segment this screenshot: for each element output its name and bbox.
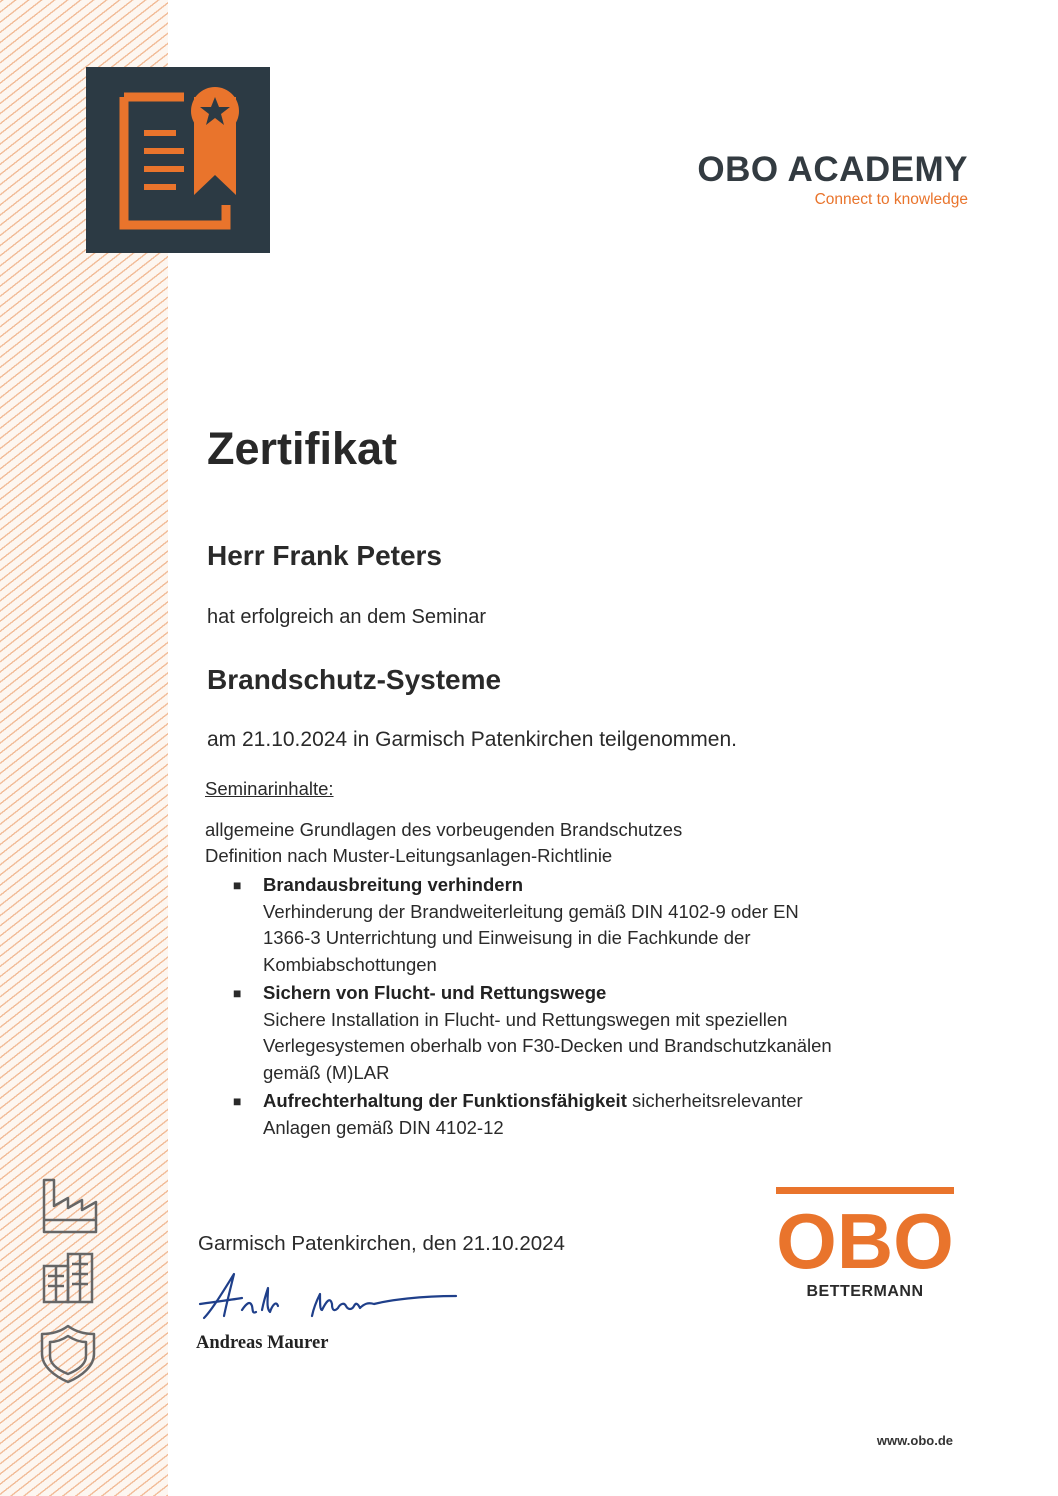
bullet-item bbox=[230, 980, 930, 1086]
bullet-desc-line: Sichere Installation in Flucht- und Rettungswegen mit speziellen bbox=[263, 1008, 788, 1030]
place-date: Garmisch Patenkirchen, den 21.10.2024 bbox=[198, 1232, 565, 1255]
obo-bettermann-logo bbox=[770, 1183, 960, 1303]
bullet-item bbox=[230, 872, 930, 978]
certificate-title: Zertifikat bbox=[207, 423, 398, 474]
brand-block bbox=[697, 150, 968, 210]
bullet-heading: Aufrechterhaltung der Funktionsfähigkeit bbox=[263, 1090, 627, 1111]
contents-line: Definition nach Muster-Leitungsanlagen-Richtlinie bbox=[205, 845, 613, 866]
seminar-contents-label: Seminarinhalte: bbox=[205, 778, 334, 799]
bullet-desc-line: Kombiabschottungen bbox=[263, 953, 437, 975]
signer-name: Andreas Maurer bbox=[196, 1333, 329, 1353]
bullet-desc-line: 1366-3 Unterrichtung und Einweisung in die Fachkunde der bbox=[263, 927, 751, 948]
bullet-inline-text: sicherheitsrelevanter bbox=[626, 1090, 803, 1111]
obo-logo-text: OBO bbox=[776, 1197, 954, 1285]
bullet-item bbox=[230, 1088, 930, 1141]
intro-text: hat erfolgreich an dem Seminar bbox=[207, 606, 487, 628]
seminar-title: Brandschutz-Systeme bbox=[207, 664, 502, 695]
certificate-logo-box bbox=[86, 67, 270, 253]
bettermann-text: BETTERMANN bbox=[806, 1283, 924, 1300]
certificate-icon bbox=[86, 67, 270, 253]
bullet-desc-line: Verlegesystemen oberhalb von F30-Decken und Brandschutzkanälen bbox=[263, 1035, 832, 1056]
recipient-name: Herr Frank Peters bbox=[207, 540, 443, 571]
bullet-icon: ■ bbox=[233, 877, 242, 893]
contents-line: allgemeine Grundlagen des vorbeugenden Brandschutzes bbox=[205, 819, 683, 840]
contents-bullet-list bbox=[230, 872, 930, 1143]
website-url: www.obo.de bbox=[876, 1433, 953, 1448]
bullet-desc-line: gemäß (M)LAR bbox=[263, 1061, 390, 1083]
bullet-heading: Brandausbreitung verhindern bbox=[263, 874, 524, 895]
bullet-icon: ■ bbox=[233, 1093, 242, 1109]
bullet-heading: Sichern von Flucht- und Rettungswege bbox=[263, 982, 607, 1003]
brand-tagline: Connect to knowledge bbox=[814, 191, 968, 208]
building-icon bbox=[44, 1254, 92, 1302]
brand-title: OBO ACADEMY bbox=[697, 150, 968, 189]
signature-image bbox=[190, 1260, 470, 1340]
bullet-desc-line: Verhinderung der Brandweiterleitung gemäß DIN 4102-9 oder EN bbox=[263, 900, 799, 922]
date-location-line: am 21.10.2024 in Garmisch Patenkirchen teilgenommen. bbox=[207, 728, 737, 751]
factory-icon bbox=[44, 1180, 96, 1232]
bullet-desc-line: Anlagen gemäß DIN 4102-12 bbox=[263, 1116, 504, 1138]
bullet-icon: ■ bbox=[233, 985, 242, 1001]
shield-icon bbox=[42, 1326, 94, 1382]
side-icons-group bbox=[38, 1170, 108, 1390]
